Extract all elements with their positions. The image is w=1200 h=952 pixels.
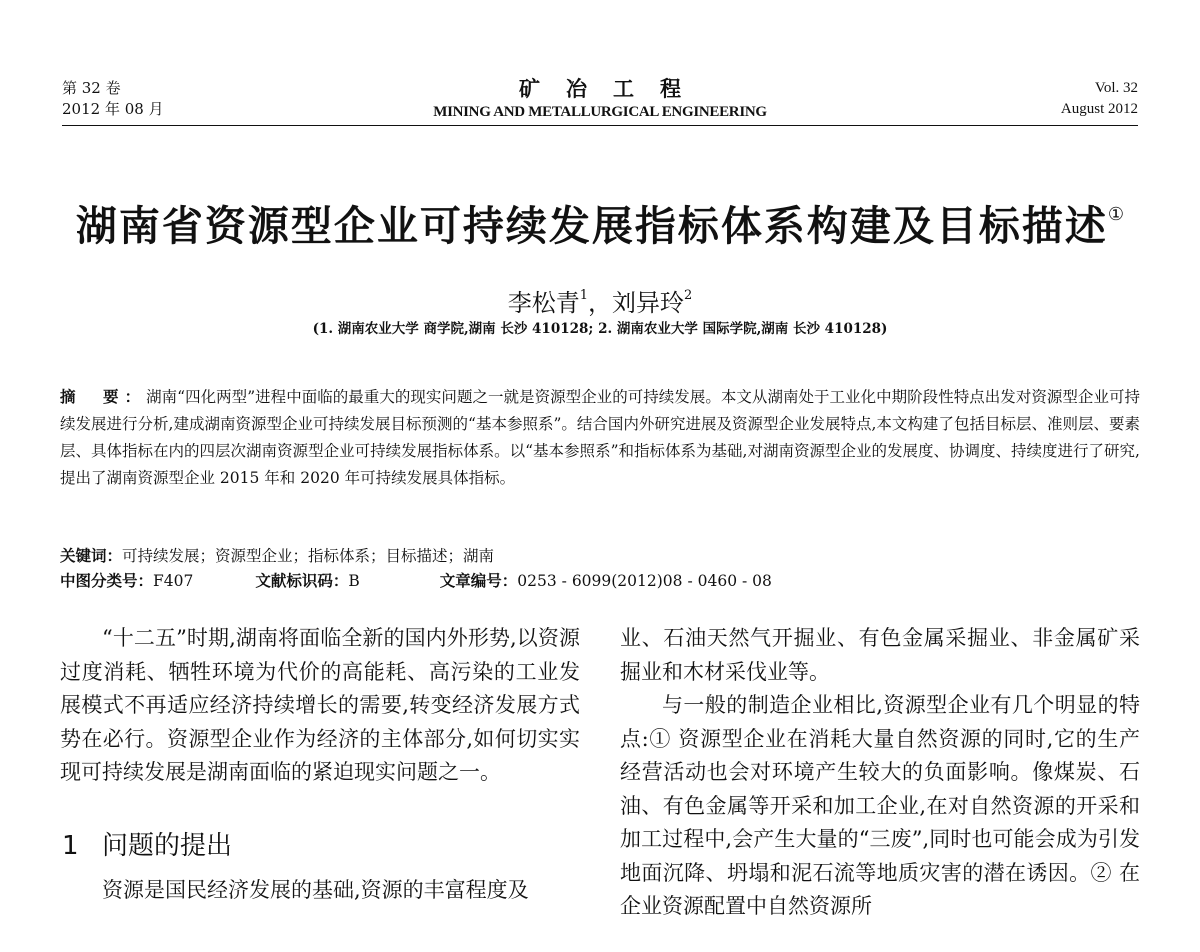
body-right-column <box>620 622 1140 924</box>
classification-line <box>60 569 1140 593</box>
doc-code-value: B <box>348 572 360 590</box>
doc-code-label: 文献标识码： <box>255 571 349 590</box>
header-rule <box>62 125 1138 126</box>
title-footnote-mark: ① <box>1107 204 1125 225</box>
author-1-affil: 1 <box>579 288 588 303</box>
body-left-column <box>60 622 580 790</box>
clc-value: F407 <box>153 572 194 590</box>
article-title <box>0 190 1200 251</box>
body-left-column-continued <box>60 874 580 908</box>
body-paragraph: “十二五”时期,湖南将面临全新的国内外形势,以资源过度消耗、牺牲环境为代价的高能耗、高污染的工业发展模式不再适应经济持续增长的需要,转变经济发展方式势在必行。资源型企业作为经济的主体部分,如何切实实现可持续发展是湖南面临的紧迫现实问题之一。 <box>60 626 580 784</box>
article-title-text: 湖南省资源型企业可持续发展指标体系构建及目标描述 <box>75 202 1108 250</box>
keywords-label: 关键词： <box>60 546 123 565</box>
author-2: 刘异玲 <box>612 289 684 317</box>
journal-title-cn: 矿冶工程 <box>519 76 707 101</box>
article-no-value: 0253 - 6099(2012)08 - 0460 - 08 <box>517 572 772 590</box>
running-header-center <box>0 76 1200 122</box>
journal-title-en: MINING AND METALLURGICAL ENGINEERING <box>433 104 767 120</box>
section-number: 1 <box>62 831 79 861</box>
section-heading <box>62 829 232 863</box>
keywords-text: 可持续发展；资源型企业；指标体系；目标描述；湖南 <box>122 547 495 565</box>
abstract <box>60 383 1140 492</box>
author-separator: ， <box>588 289 612 317</box>
body-paragraph: 资源是国民经济发展的基础,资源的丰富程度及 <box>102 878 529 902</box>
body-paragraph: 与一般的制造企业相比,资源型企业有几个明显的特点:① 资源型企业在消耗大量自然资源的同时,它的生产经营活动也会对环境产生较大的负面影响。像煤炭、石油、有色金属等开采和加工企业,在对自然资源的开采和加工过程中,会产生大量的“三废”,同时也可能会成为引发地面沉降、坍塌和泥石流等地质灾害的潜在诱因。② 在企业资源配置中自然资源所 <box>620 693 1140 918</box>
clc-label: 中图分类号： <box>60 571 154 590</box>
abstract-text: 湖南“四化两型”进程中面临的最重大的现实问题之一就是资源型企业的可持续发展。本文从湖南处于工业化中期阶段性特点出发对资源型企业可持续发展进行分析,建成湖南资源型企业可持续发展目标预测的“基本参照系”。结合国内外研究进展及资源型企业发展特点,本文构建了包括目标层、准则层、要素层、具体指标在内的四层次湖南资源型企业可持续发展指标体系。以“基本参照系”和指标体系为基础,对湖南资源型企业的发展度、协调度、持续度进行了研究,提出了湖南资源型企业 2015 年和 2020 年可持续发展具体指标。 <box>60 388 1140 487</box>
author-1: 李松青 <box>507 289 580 317</box>
author-line <box>0 280 1200 319</box>
keywords <box>60 544 494 568</box>
issue-date: 2012 年 08 月 <box>62 100 164 118</box>
article-no-label: 文章编号： <box>439 571 518 590</box>
running-header-right <box>1061 78 1138 120</box>
volume-label: 第 32 卷 <box>62 79 121 97</box>
issue-date-en: August 2012 <box>1060 101 1138 117</box>
body-paragraph: 业、石油天然气开掘业、有色金属采掘业、非金属矿采掘业和木材采伐业等。 <box>620 626 1140 684</box>
author-2-affil: 2 <box>684 288 693 303</box>
abstract-label: 摘 要： <box>60 387 147 406</box>
volume-label-en: Vol. 32 <box>1094 80 1138 96</box>
affiliations: (1. 湖南农业大学 商学院,湖南 长沙 410128; 2. 湖南农业大学 国际学院,湖南 长沙 410128) <box>312 321 888 337</box>
section-title: 问题的提出 <box>102 831 233 861</box>
